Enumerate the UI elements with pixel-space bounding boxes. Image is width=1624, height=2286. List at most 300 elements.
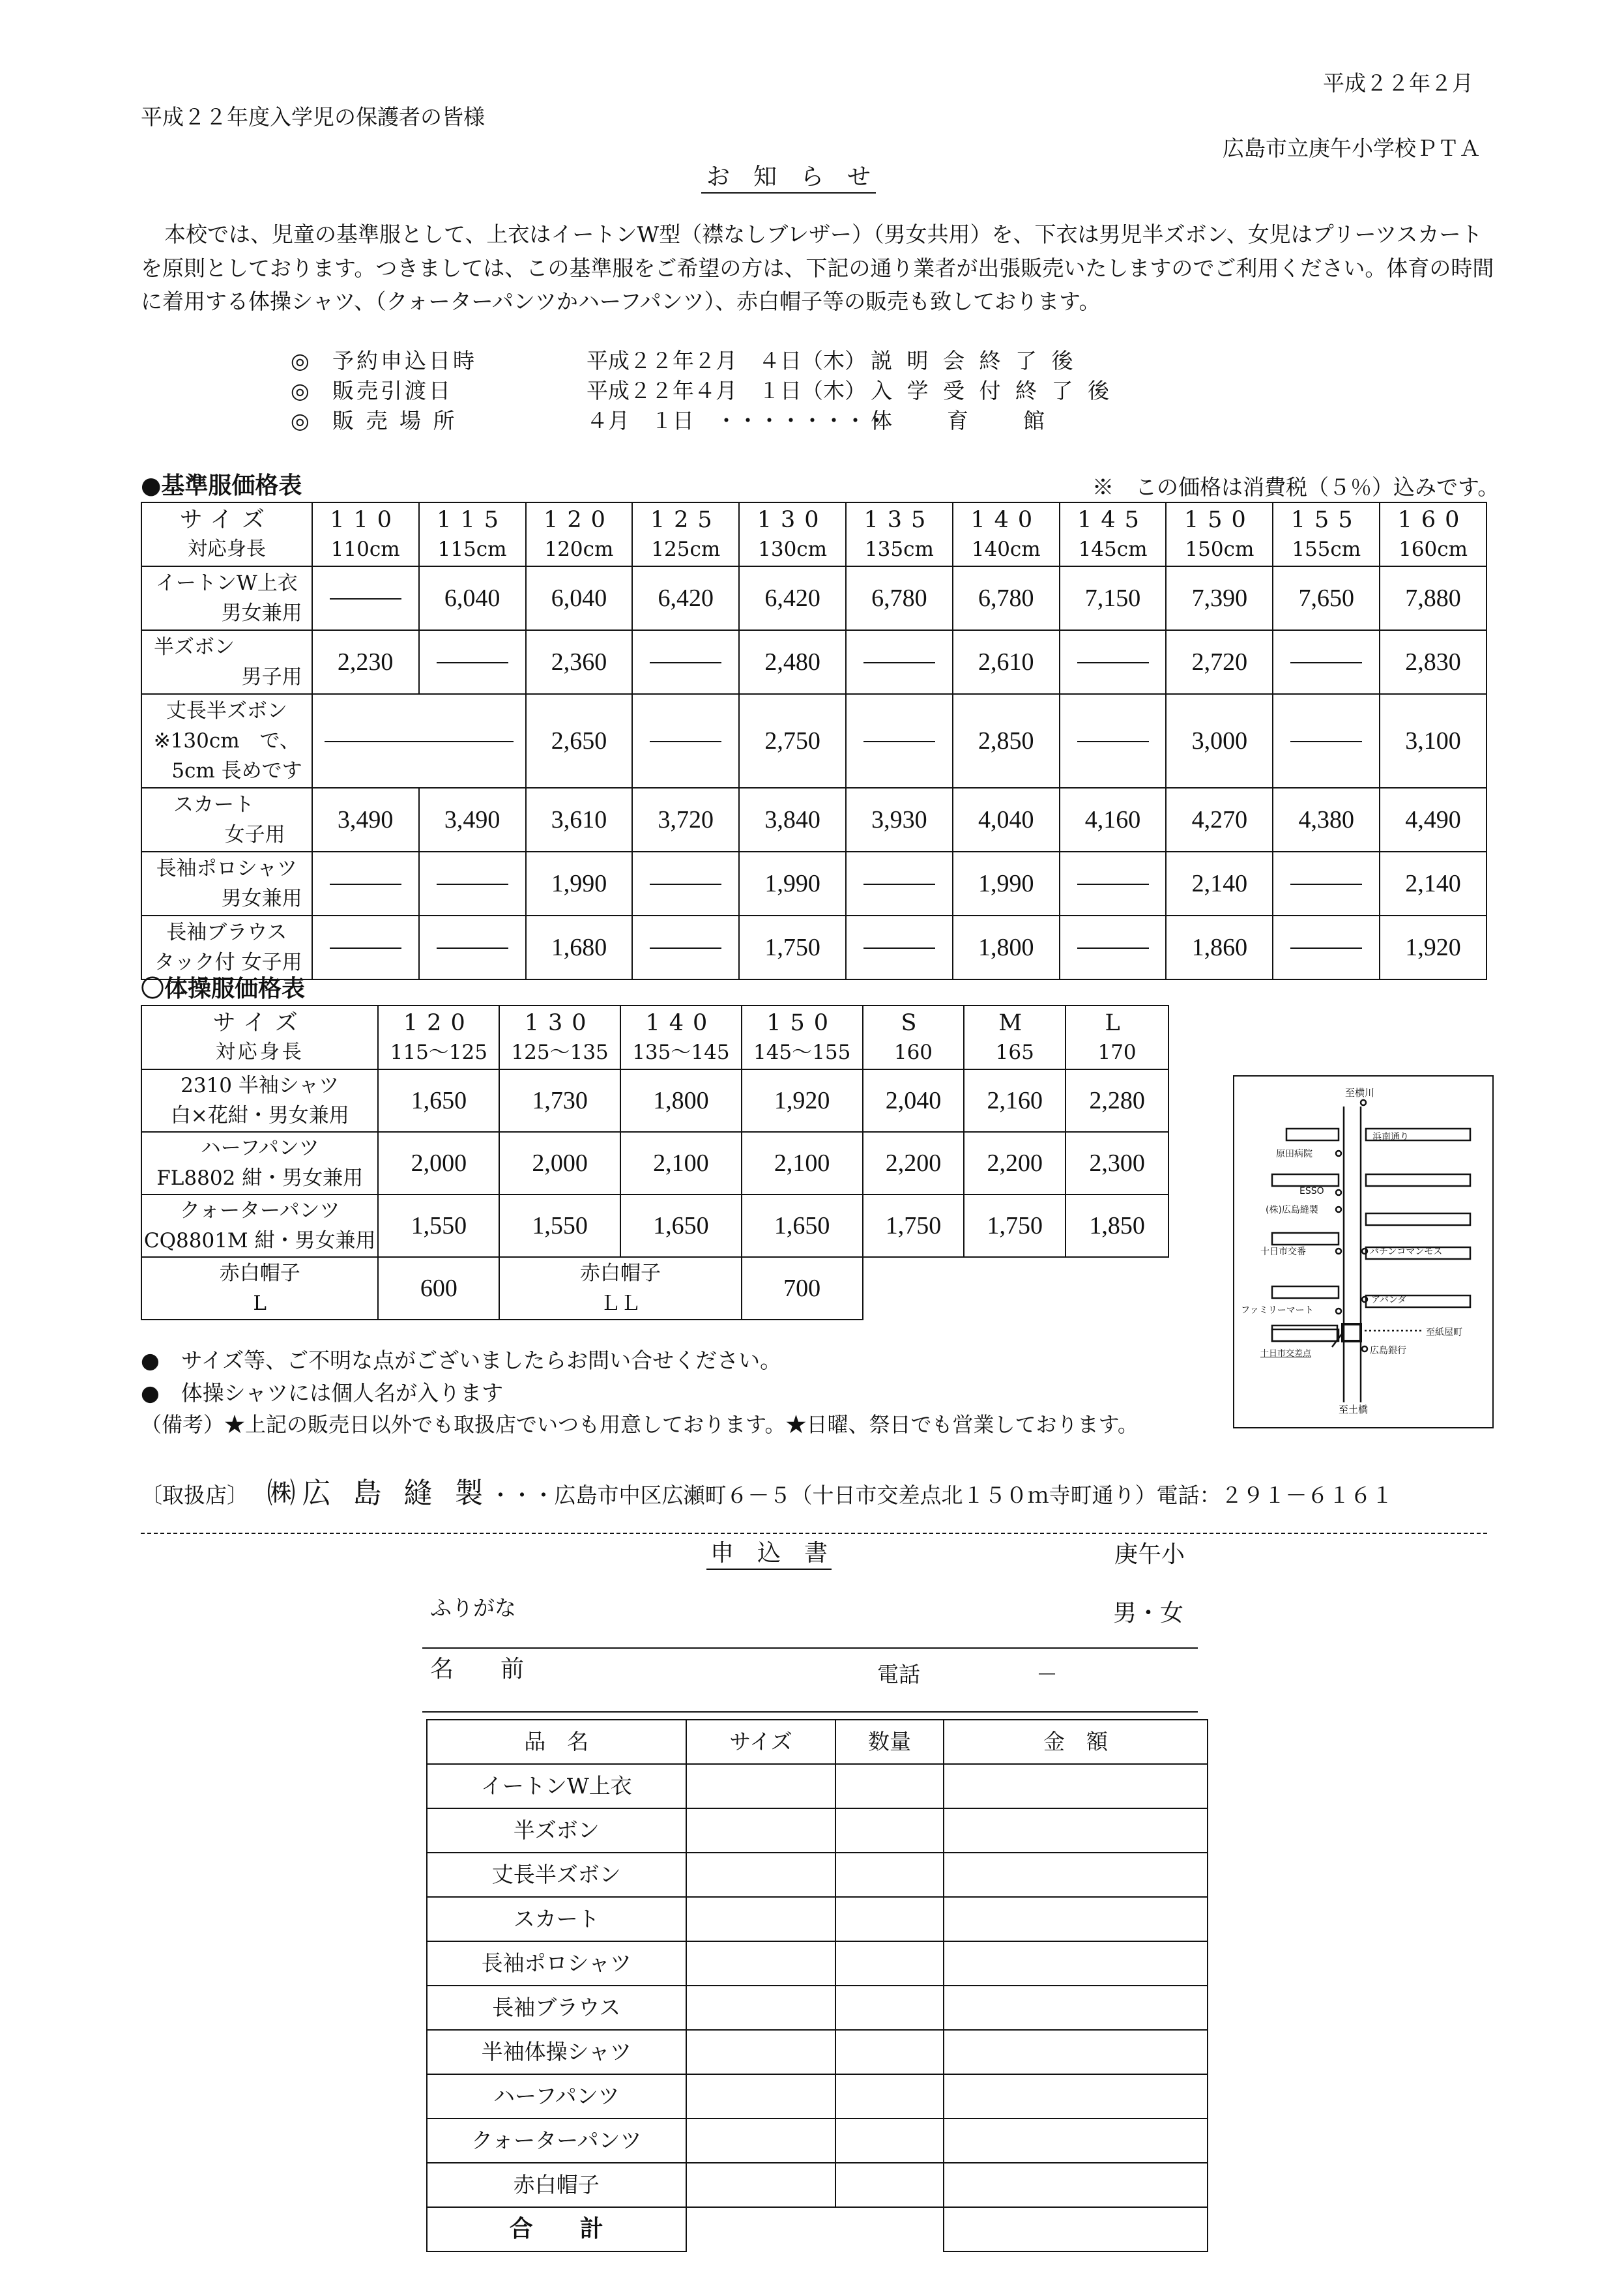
dash-cell — [650, 948, 721, 949]
price-cell: 6,420 — [632, 566, 739, 630]
cell-text: 丈長半ズボン — [166, 699, 287, 723]
price-cell: 700 — [742, 1257, 863, 1320]
cell-text: 145cm — [1078, 538, 1148, 561]
table-cell — [1273, 694, 1380, 788]
gender-select[interactable]: 男・女 — [1113, 1600, 1184, 1627]
item-name: 長袖ポロシャツ — [427, 1941, 686, 1986]
price-cell: 4,380 — [1273, 788, 1380, 852]
price-cell: 1,730 — [499, 1069, 620, 1132]
table-cell — [964, 1006, 1066, 1069]
cell-text: 110 — [330, 507, 401, 533]
amount-cell[interactable] — [944, 1808, 1208, 1853]
cell-text: 140cm — [971, 538, 1041, 561]
table-row — [427, 1853, 1208, 1897]
cell-text: 155 — [1290, 507, 1362, 533]
table-cell — [1273, 630, 1380, 694]
dash-cell — [650, 741, 721, 742]
cell-text: 130 — [524, 1010, 596, 1036]
price-cell: 1,920 — [1380, 916, 1486, 979]
price-cell: 2,830 — [1380, 630, 1486, 694]
table-cell — [846, 502, 953, 566]
price-cell: 2,280 — [1066, 1069, 1168, 1132]
cell-text: 130 — [757, 507, 828, 533]
table-cell — [1273, 916, 1380, 979]
cell-text: 155cm — [1292, 538, 1361, 561]
size-cell[interactable] — [686, 1853, 836, 1897]
notes — [141, 1348, 1138, 1438]
cell-text: 135cm — [864, 538, 934, 561]
cell-text: 125cm — [651, 538, 721, 561]
price-cell: 1,990 — [526, 852, 633, 916]
order-table — [426, 1719, 1208, 2252]
phone-label: 電話 — [877, 1662, 920, 1687]
qty-cell[interactable] — [835, 1853, 944, 1897]
price-cell: 2,200 — [964, 1132, 1066, 1194]
map-label: 浜南通り — [1372, 1132, 1409, 1142]
price-cell: 6,420 — [739, 566, 846, 630]
price-cell: 6,780 — [953, 566, 1060, 630]
cell-text: L — [1105, 1010, 1129, 1036]
table-row — [141, 916, 1486, 979]
price-cell: 2,200 — [863, 1132, 964, 1194]
schedule-label: 予約申込日時 — [332, 348, 477, 373]
price-cell: 2,000 — [378, 1132, 499, 1194]
price-cell: 2,000 — [499, 1132, 620, 1194]
qty-cell[interactable] — [835, 1764, 944, 1808]
cell-text: クォーターパンツ — [179, 1199, 340, 1223]
schedule-note: 体 育 館 — [871, 408, 1049, 433]
price-cell: 2,300 — [1066, 1132, 1168, 1194]
map-label: ファミリーマート — [1241, 1305, 1314, 1316]
table-row — [141, 1257, 1168, 1320]
qty-cell[interactable] — [835, 1808, 944, 1853]
price-cell: 3,840 — [739, 788, 846, 852]
dash-cell — [650, 662, 721, 663]
name-line[interactable] — [422, 1711, 1198, 1713]
table-cell — [1166, 502, 1273, 566]
cell-text: 男女兼用 — [221, 887, 302, 910]
table-cell — [141, 1257, 378, 1320]
map-label-top: 至横川 — [1345, 1087, 1375, 1099]
price-cell: 2,040 — [863, 1069, 964, 1132]
table-row — [141, 852, 1486, 916]
table-cell — [1380, 502, 1486, 566]
price-cell: 600 — [378, 1257, 499, 1320]
map-label: ESSO — [1299, 1186, 1324, 1196]
cell-text: 女子用 — [224, 823, 285, 846]
dash-cell — [863, 662, 935, 663]
map-label: 原田病院 — [1276, 1149, 1312, 1159]
size-cell[interactable] — [686, 1941, 836, 1986]
price-cell: 2,480 — [739, 630, 846, 694]
store-map — [1233, 1075, 1494, 1428]
table-cell — [312, 566, 419, 630]
table-cell — [846, 630, 953, 694]
cell-text: 135～145 — [632, 1041, 730, 1064]
price-cell: 3,000 — [1166, 694, 1273, 788]
name-label: 名 前 — [430, 1656, 525, 1683]
cell-text: 130cm — [758, 538, 828, 561]
table-cell — [1066, 1006, 1168, 1069]
table-cell — [141, 1132, 378, 1194]
table-row — [427, 2119, 1208, 2163]
table-cell — [620, 1006, 742, 1069]
table-cell — [632, 852, 739, 916]
table-cell — [312, 852, 419, 916]
cell-text: サイズ — [212, 1010, 307, 1036]
note-text: 体操シャツには個人名が入ります — [181, 1380, 504, 1406]
table-cell — [141, 1069, 378, 1132]
gym-price-table — [141, 1005, 1169, 1320]
amount-cell[interactable] — [944, 1853, 1208, 1897]
phone-dash: － — [1036, 1662, 1058, 1687]
amount-cell[interactable] — [944, 1897, 1208, 1941]
total-amount-cell[interactable] — [944, 2207, 1208, 2251]
table-cell — [141, 694, 312, 788]
table-row — [427, 1986, 1208, 2030]
cut-line — [141, 1533, 1487, 1534]
table-cell — [1273, 502, 1380, 566]
table-cell — [742, 1006, 863, 1069]
cell-text: 150 — [1183, 507, 1255, 533]
double-circle-icon: ◎ — [291, 348, 310, 373]
table-cell — [378, 1006, 499, 1069]
cell-text: 赤白帽子 — [219, 1262, 300, 1285]
cell-text: 145～155 — [753, 1041, 851, 1064]
price-cell: 6,040 — [526, 566, 633, 630]
double-circle-icon: ◎ — [291, 378, 310, 403]
cell-text: S — [901, 1010, 926, 1036]
shop-info — [141, 1477, 1393, 1511]
table-cell — [419, 852, 526, 916]
item-name: スカート — [427, 1897, 686, 1941]
price-cell: 4,160 — [1060, 788, 1167, 852]
dash-cell — [437, 662, 508, 663]
dash-cell — [1077, 662, 1149, 663]
cell-text: 165 — [995, 1041, 1034, 1064]
table-cell — [632, 694, 739, 788]
price-cell: 2,140 — [1380, 852, 1486, 916]
cell-text: 170 — [1097, 1041, 1137, 1064]
qty-cell[interactable] — [835, 1941, 944, 1986]
table-cell — [835, 2207, 944, 2251]
cell-text: 125～135 — [511, 1041, 609, 1064]
price-cell: 2,100 — [620, 1132, 742, 1194]
table-row — [141, 694, 1486, 788]
cell-text: M — [998, 1010, 1032, 1036]
cell-text: 140 — [645, 1010, 717, 1036]
schedule-date: ４月 １日 ・・・・・・・・ — [587, 408, 888, 433]
cell-text: FL8802 紺・男女兼用 — [156, 1166, 364, 1190]
dash-cell — [1290, 662, 1362, 663]
price-cell: 1,650 — [378, 1069, 499, 1132]
shop-label: 〔取扱店〕 — [141, 1483, 248, 1508]
price-cell: 2,750 — [739, 694, 846, 788]
price-cell: 7,390 — [1166, 566, 1273, 630]
cell-text: 115cm — [437, 538, 507, 561]
cell-text: 120 — [403, 1010, 474, 1036]
table-row — [427, 2074, 1208, 2119]
dash-cell — [1290, 741, 1362, 742]
intro-line: 本校では、児童の基準服として、上衣はイートンW型（襟なしブレザー）（男女共用）を、下衣は男児半ズボン、女児はプリーツスカート — [164, 222, 1483, 247]
schedule-label: 販売引渡日 — [332, 378, 453, 403]
cell-text: 115～125 — [390, 1041, 487, 1064]
price-cell: 3,610 — [526, 788, 633, 852]
size-cell[interactable] — [686, 1986, 836, 2030]
map-label: (株)広島縫製 — [1266, 1205, 1318, 1215]
item-name: ハーフパンツ — [427, 2074, 686, 2119]
intro-paragraph — [141, 222, 1494, 315]
column-header: 品 名 — [427, 1720, 686, 1764]
price-cell: 1,650 — [742, 1194, 863, 1257]
table-row — [427, 1720, 1208, 1764]
cell-text: L — [253, 1292, 267, 1315]
cell-text: CQ8801M 紺・男女兼用 — [143, 1229, 376, 1252]
size-cell[interactable] — [686, 1808, 836, 1853]
price-cell: 1,550 — [499, 1194, 620, 1257]
cell-text: 赤白帽子 — [579, 1262, 661, 1285]
dash-cell — [1290, 884, 1362, 885]
size-cell[interactable] — [686, 1764, 836, 1808]
cell-text: 5cm 長めです — [171, 759, 302, 783]
price-cell: 3,720 — [632, 788, 739, 852]
dash-cell — [1077, 884, 1149, 885]
size-label: サイズ — [179, 507, 274, 533]
table-cell — [312, 694, 526, 788]
sender: 広島市立庚午小学校ＰＴＡ — [1223, 136, 1481, 161]
dash-cell — [1077, 948, 1149, 949]
table-cell — [686, 2207, 836, 2251]
shop-address: ・・・広島市中区広瀬町６－５（十日市交差点北１５０ｍ寺町通り）電話：２９１－６１６１ — [489, 1483, 1393, 1508]
price-cell: 3,490 — [419, 788, 526, 852]
price-cell: 1,800 — [953, 916, 1060, 979]
price-cell: 2,850 — [953, 694, 1060, 788]
item-name: クォーターパンツ — [427, 2119, 686, 2163]
table-cell — [632, 502, 739, 566]
cell-text: 白×花紺・男女兼用 — [170, 1104, 349, 1127]
cell-text: 160cm — [1399, 538, 1468, 561]
schedule-note: 説 明 会 終 了 後 — [871, 348, 1077, 373]
schedule-note: 入 学 受 付 終 了 後 — [871, 378, 1113, 403]
header-cell — [141, 502, 312, 566]
size-cell[interactable] — [686, 2030, 836, 2074]
dash-cell — [330, 948, 401, 949]
price-cell: 4,270 — [1166, 788, 1273, 852]
amount-cell[interactable] — [944, 2074, 1208, 2119]
table-cell — [419, 916, 526, 979]
amount-cell[interactable] — [944, 1764, 1208, 1808]
price-cell: 1,750 — [863, 1194, 964, 1257]
cell-text: 135 — [863, 507, 935, 533]
price-cell: 1,850 — [1066, 1194, 1168, 1257]
price-cell: 2,720 — [1166, 630, 1273, 694]
table-row — [141, 1006, 1168, 1069]
intro-line: に着用する体操シャツ、（クォーターパンツかハーフパンツ）、赤白帽子等の販売も致しております。 — [141, 289, 1101, 315]
price-cell: 7,150 — [1060, 566, 1167, 630]
price-cell: 1,800 — [620, 1069, 742, 1132]
table-row — [141, 566, 1486, 630]
cell-text: 150 — [766, 1010, 838, 1036]
cell-text: 120cm — [544, 538, 614, 561]
size-cell[interactable] — [686, 2074, 836, 2119]
cell-text: 160 — [893, 1041, 933, 1064]
table-cell — [499, 1257, 742, 1320]
table-row — [141, 1069, 1168, 1132]
qty-cell[interactable] — [835, 1986, 944, 2030]
remark: （備考）★上記の販売日以外でも取扱店でいつも用意しております。★日曜、祭日でも営業しております。 — [141, 1412, 1138, 1438]
height-label: 対応身長 — [187, 538, 266, 560]
item-name: 赤白帽子 — [427, 2163, 686, 2207]
amount-cell[interactable] — [944, 1941, 1208, 1986]
price-cell: 7,880 — [1380, 566, 1486, 630]
schedule-date: 平成２２年４月 １日（木） — [587, 378, 866, 403]
map-label: アパンダ — [1371, 1295, 1407, 1305]
amount-cell[interactable] — [944, 2163, 1208, 2207]
cell-text: イートンW上衣 — [155, 572, 298, 595]
price-cell: 4,040 — [953, 788, 1060, 852]
cell-text: 120 — [544, 507, 615, 533]
table-cell — [141, 916, 312, 979]
furigana-label: ふりがな — [430, 1595, 516, 1621]
price-cell: 1,920 — [742, 1069, 863, 1132]
table-cell — [141, 630, 312, 694]
cell-text: 110cm — [330, 538, 400, 561]
table-cell — [141, 566, 312, 630]
item-name: 半ズボン — [427, 1808, 686, 1853]
addressee: 平成２２年度入学児の保護者の皆様 — [141, 104, 485, 130]
qty-cell[interactable] — [835, 2119, 944, 2163]
table-cell — [846, 916, 953, 979]
size-cell[interactable] — [686, 2119, 836, 2163]
size-cell[interactable] — [686, 1897, 836, 1941]
cell-text: タック付 女子用 — [154, 951, 302, 974]
table-cell — [1060, 502, 1167, 566]
dash-cell — [325, 741, 514, 742]
dash-cell — [863, 948, 935, 949]
table-cell — [1060, 630, 1167, 694]
table-cell — [141, 1194, 378, 1257]
price-cell: 1,990 — [953, 852, 1060, 916]
price-cell: 3,930 — [846, 788, 953, 852]
cell-text: 125 — [650, 507, 721, 533]
cell-text: 男子用 — [241, 665, 302, 689]
price-cell: 1,750 — [739, 916, 846, 979]
table-cell — [863, 1257, 1168, 1320]
price-cell: 1,990 — [739, 852, 846, 916]
table-row — [427, 1764, 1208, 1808]
table-cell — [419, 502, 526, 566]
price-cell: 3,490 — [312, 788, 419, 852]
price-cell: 2,230 — [312, 630, 419, 694]
map-label-bottom: 至土橋 — [1339, 1404, 1369, 1415]
price-cell: 2,650 — [526, 694, 633, 788]
column-header: サイズ — [686, 1720, 836, 1764]
price-cell: 6,040 — [419, 566, 526, 630]
dash-cell — [1077, 741, 1149, 742]
map-label: 広島銀行 — [1370, 1346, 1406, 1356]
cell-text: 160 — [1397, 507, 1469, 533]
table-cell — [141, 788, 312, 852]
table-cell — [526, 502, 633, 566]
cell-text: 150cm — [1185, 538, 1254, 561]
intro-line: を原則としております。つきましては、この基準服をご希望の方は、下記の通り業者が出張販売いたしますのでご利用ください。体育の時間 — [141, 255, 1494, 281]
cell-text: 2310 半袖シャツ — [181, 1074, 340, 1097]
page-title: お 知 ら せ — [701, 163, 876, 194]
table-row — [141, 1132, 1168, 1194]
tax-note: ※ この価格は消費税（５％）込みです。 — [1092, 474, 1500, 500]
amount-cell[interactable] — [944, 2119, 1208, 2163]
dash-cell — [330, 598, 401, 600]
column-header: 金 額 — [944, 1720, 1208, 1764]
table-cell — [1060, 916, 1167, 979]
total-label: 合 計 — [427, 2207, 686, 2251]
table-cell — [953, 502, 1060, 566]
table-row — [141, 788, 1486, 852]
map-label: 十日市交差点 — [1260, 1349, 1312, 1359]
qty-cell[interactable] — [835, 1897, 944, 1941]
dash-cell — [330, 884, 401, 885]
table-cell — [1273, 852, 1380, 916]
dash-cell — [863, 884, 935, 885]
price-cell: 1,550 — [378, 1194, 499, 1257]
price-cell: 6,780 — [846, 566, 953, 630]
price-cell: 2,100 — [742, 1132, 863, 1194]
item-name: 丈長半ズボン — [427, 1853, 686, 1897]
map-label: 十日市交番 — [1260, 1247, 1306, 1257]
price-cell: 1,680 — [526, 916, 633, 979]
price-cell: 1,750 — [964, 1194, 1066, 1257]
table-row — [141, 1194, 1168, 1257]
price-cell: 2,610 — [953, 630, 1060, 694]
column-header: 数量 — [835, 1720, 944, 1764]
cell-text: 115 — [437, 507, 508, 533]
furigana-line[interactable] — [422, 1647, 1198, 1649]
table-cell — [846, 694, 953, 788]
table-cell — [419, 630, 526, 694]
dash-cell — [1290, 948, 1362, 949]
schedule-label: 販 売 場 所 — [332, 408, 457, 433]
price-cell: 2,140 — [1166, 852, 1273, 916]
bullet-icon: ● — [141, 1380, 160, 1406]
table-row — [427, 2163, 1208, 2207]
form-title: 申 込 書 — [706, 1539, 832, 1570]
note-text: サイズ等、ご不明な点がございましたらお問い合せください。 — [181, 1348, 782, 1373]
amount-cell[interactable] — [944, 1986, 1208, 2030]
table-row — [141, 502, 1486, 566]
bullet-icon: ● — [141, 1348, 160, 1373]
uniform-price-table — [141, 502, 1487, 980]
amount-cell[interactable] — [944, 2030, 1208, 2074]
double-circle-icon: ◎ — [291, 408, 310, 433]
price-cell: 7,650 — [1273, 566, 1380, 630]
item-name: 半袖体操シャツ — [427, 2030, 686, 2074]
qty-cell[interactable] — [835, 2030, 944, 2074]
schedule-date: 平成２２年２月 ４日（木） — [587, 348, 866, 373]
size-cell[interactable] — [686, 2163, 836, 2207]
table-cell — [632, 630, 739, 694]
cell-text: 長袖ブラウス — [166, 921, 287, 944]
table-cell — [863, 1006, 964, 1069]
shop-name: ㈱広 島 縫 製 — [267, 1477, 490, 1510]
price-cell: 2,360 — [526, 630, 633, 694]
cell-text: 145 — [1077, 507, 1148, 533]
price-cell: 1,650 — [620, 1194, 742, 1257]
gym-heading: 〇体操服価格表 — [141, 975, 306, 1002]
qty-cell[interactable] — [835, 2074, 944, 2119]
table-row — [427, 2207, 1208, 2251]
uniform-heading: ●基準服価格表 — [141, 472, 302, 499]
qty-cell[interactable] — [835, 2163, 944, 2207]
